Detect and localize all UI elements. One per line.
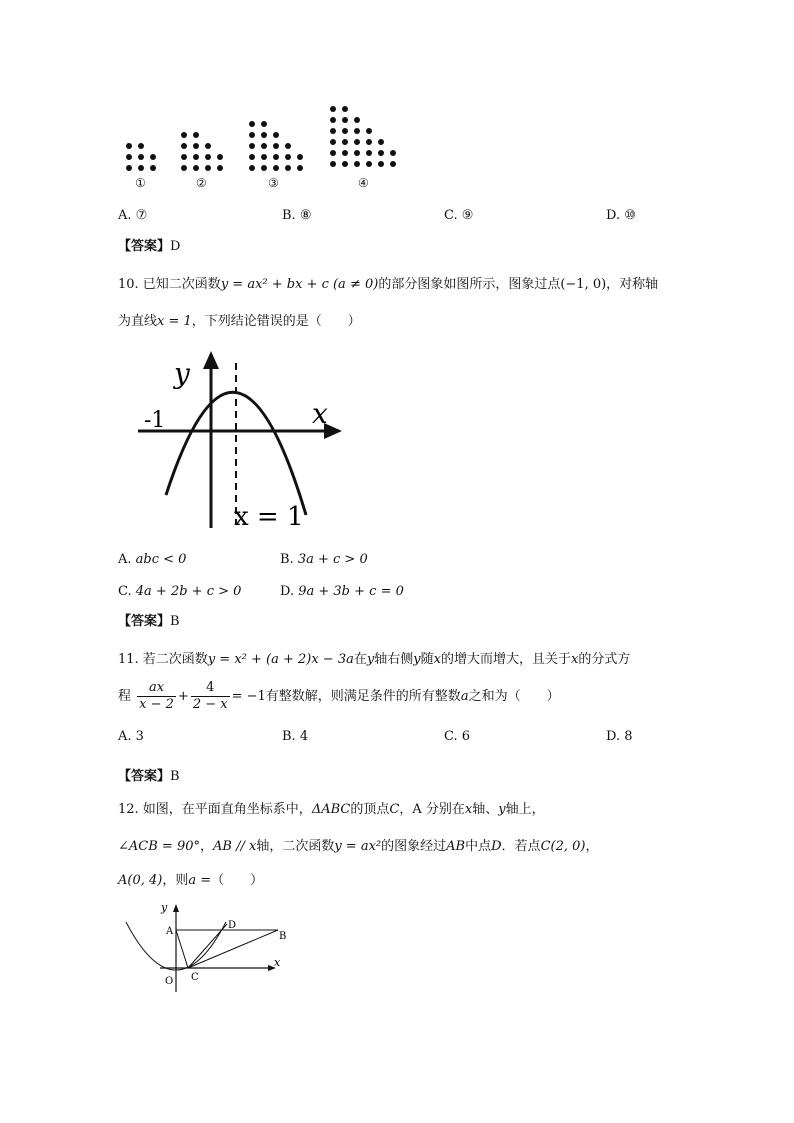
q9-option-a: A. ⑦ — [118, 208, 148, 223]
q10-stem-line2: 为直线x = 1，下列结论错误的是（ ） — [118, 314, 361, 329]
parabola-graph-svg — [138, 345, 348, 535]
y-axis-arrow — [203, 351, 219, 369]
fraction-4-over-2-minus-x: $\frac{4}{2 - x}$ — [192, 680, 228, 712]
triangle-parabola-svg — [120, 900, 295, 995]
q11-option-a: A. 3 — [118, 729, 144, 744]
dot-figure-label-2: ② — [196, 176, 207, 190]
point-D-label: D — [228, 920, 237, 931]
fig-y-axis-arrow — [173, 904, 179, 912]
q10-option-a: A. abc < 0 — [118, 552, 187, 567]
q10-stem-line1: 10. 已知二次函数y = ax² + bx + c (a ≠ 0)的部分图象如图所示，图象过点(−1, 0)，对称轴 — [118, 277, 659, 292]
graph-x-label: x — [312, 397, 328, 430]
point-A-label: A — [166, 926, 174, 937]
fig-x-label: x — [274, 956, 281, 969]
q12-stem-line3: A(0, 4)，则a =（ ） — [118, 873, 264, 888]
q10-option-c: C. 4a + 2b + c > 0 — [118, 584, 242, 599]
q9-option-c: C. ⑨ — [444, 208, 474, 223]
q11-answer: 【答案】B — [118, 769, 180, 784]
segment-AC — [176, 930, 188, 968]
origin-O-label: O — [165, 976, 174, 987]
q11-stem-line1: 11. 若二次函数y = x² + (a + 2)x − 3a在y轴右侧y随x的增大而增大，且关于x的分式方 — [118, 652, 631, 667]
graph-axis-label: x = 1 — [234, 502, 304, 532]
q10-parabola-graph — [138, 345, 348, 535]
q9-answer: 【答案】D — [118, 239, 181, 254]
graph-y-label: y — [174, 357, 190, 390]
q11-option-d: D. 8 — [606, 729, 633, 744]
q11-stem-line2: 程 $\frac{ax}{x - 2}$ + $\frac{4}{2 - x}$ = −1有整数解，则满足条件的所有整数a之和为（ ） — [118, 680, 560, 712]
fraction-ax-over-x-minus-2: $\frac{ax}{x - 2}$ — [139, 680, 174, 712]
q12-coordinate-figure — [120, 900, 295, 995]
q10-option-b: B. 3a + c > 0 — [280, 552, 368, 567]
dot-figure-label-3: ③ — [268, 176, 279, 190]
dot-figure-1 — [126, 143, 156, 171]
dot-figure-4 — [330, 106, 396, 167]
fig-y-label: y — [161, 901, 168, 914]
point-B-label: B — [279, 931, 287, 942]
q12-stem-line2: ∠ACB = 90°，AB // x轴，二次函数y = ax²的图象经过AB中点D．若点C(2, 0)， — [118, 839, 599, 854]
point-C-label: C — [191, 972, 199, 983]
q11-option-c: C. 6 — [444, 729, 471, 744]
q11-option-b: B. 4 — [282, 729, 309, 744]
dot-figure-3 — [249, 121, 303, 171]
q9-option-d: D. ⑩ — [606, 208, 636, 223]
q9-option-b: B. ⑧ — [282, 208, 312, 223]
dot-figure-label-1: ① — [135, 176, 146, 190]
q12-stem-line1: 12. 如图，在平面直角坐标系中，ΔABC的顶点C，A 分别在x轴、y轴上， — [118, 802, 545, 817]
dot-figure-label-4: ④ — [358, 176, 369, 190]
graph-minus-one-label: -1 — [144, 408, 166, 433]
segment-CD — [188, 924, 227, 968]
segment-CB — [188, 930, 278, 968]
q10-option-d: D. 9a + 3b + c = 0 — [280, 584, 404, 599]
dot-figure-2 — [181, 132, 223, 171]
q10-answer: 【答案】B — [118, 614, 180, 629]
